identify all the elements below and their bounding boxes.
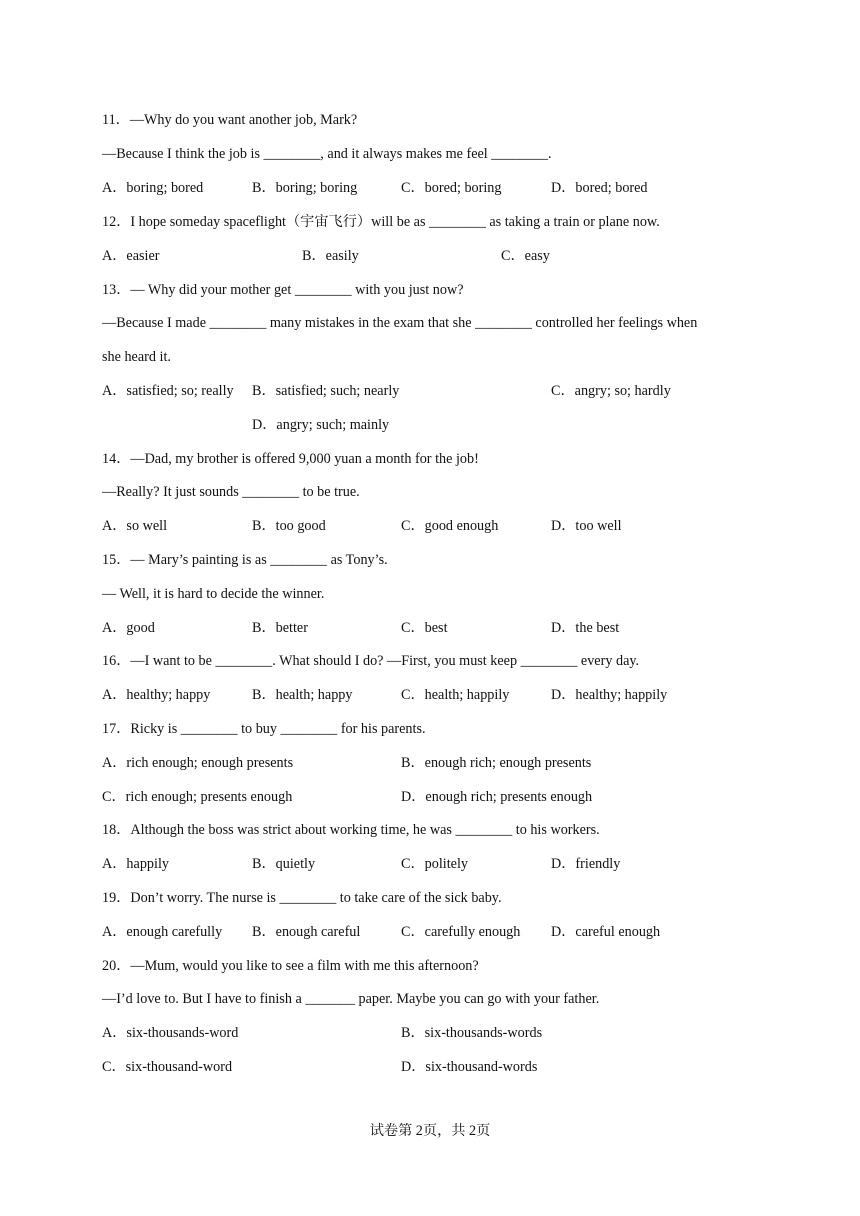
question-text: she heard it. (102, 349, 171, 365)
option-d: D．healthy; happily (551, 687, 668, 703)
option-d: D．friendly (551, 856, 621, 872)
option-c: C．rich enough; presents enough (102, 789, 293, 805)
option-a: A．happily (102, 856, 169, 872)
option-c: C．six-thousand-word (102, 1059, 233, 1075)
question-text: 19．Don’t worry. The nurse is ________ to take care of the sick baby. (102, 890, 502, 906)
option-a: A．so well (102, 518, 168, 534)
option-a: A．satisfied; so; really (102, 383, 234, 399)
option-a: A．rich enough; enough presents (102, 755, 294, 771)
question-text: —I’d love to. But I have to finish a _______ paper. Maybe you can go with your father. (102, 991, 600, 1007)
option-d: D．enough rich; presents enough (401, 789, 593, 805)
question-text: 15．— Mary’s painting is as ________ as Tony’s. (102, 552, 388, 568)
question-text: 14．—Dad, my brother is offered 9,000 yuan a month for the job! (102, 451, 479, 467)
option-a: A．easier (102, 248, 160, 264)
option-c: C．carefully enough (401, 924, 521, 940)
option-a: A．healthy; happy (102, 687, 211, 703)
option-a: A．good (102, 620, 155, 636)
option-d: D．bored; bored (551, 180, 648, 196)
option-a: A．enough carefully (102, 924, 223, 940)
option-b: B．enough careful (252, 924, 361, 940)
question-text: — Well, it is hard to decide the winner. (102, 586, 325, 602)
option-b: B．better (252, 620, 308, 636)
option-b: B．too good (252, 518, 326, 534)
option-b: B．boring; boring (252, 180, 358, 196)
option-b: B．easily (302, 248, 359, 264)
page-footer: 试卷第 2页，共 2页 (369, 1123, 491, 1139)
option-b: B．health; happy (252, 687, 353, 703)
option-b: B．quietly (252, 856, 316, 872)
option-d: D．careful enough (551, 924, 661, 940)
option-d: D．too well (551, 518, 622, 534)
option-c: C．good enough (401, 518, 499, 534)
option-a: A．boring; bored (102, 180, 204, 196)
option-b: B．satisfied; such; nearly (252, 383, 400, 399)
option-a: A．six-thousands-word (102, 1025, 239, 1041)
option-c: C．bored; boring (401, 180, 502, 196)
question-text: 13．— Why did your mother get ________ with you just now? (102, 282, 464, 298)
option-c: C．easy (501, 248, 550, 264)
question-text: 20．—Mum, would you like to see a film with me this afternoon? (102, 958, 479, 974)
option-d: D．the best (551, 620, 620, 636)
option-d: D．angry; such; mainly (252, 417, 390, 433)
question-text: 17．Ricky is ________ to buy ________ for his parents. (102, 721, 426, 737)
option-b: B．enough rich; enough presents (401, 755, 592, 771)
option-c: C．politely (401, 856, 468, 872)
question-text: 18．Although the boss was strict about working time, he was ________ to his workers. (102, 822, 600, 838)
option-c: C．health; happily (401, 687, 510, 703)
option-d: D．six-thousand-words (401, 1059, 538, 1075)
question-text: 11．—Why do you want another job, Mark? (102, 112, 358, 128)
question-text: —Because I think the job is ________, and it always makes me feel ________. (102, 146, 552, 162)
question-text: 12．I hope someday spaceflight（宇宙飞行）will be as ________ as taking a train or plane now. (102, 214, 660, 230)
option-c: C．angry; so; hardly (551, 383, 671, 399)
question-text: —Because I made ________ many mistakes in the exam that she ________ controlled her feelings when (102, 315, 698, 331)
question-text: —Really? It just sounds ________ to be true. (102, 484, 360, 500)
option-b: B．six-thousands-words (401, 1025, 543, 1041)
option-c: C．best (401, 620, 448, 636)
question-text: 16．—I want to be ________. What should I do? —First, you must keep ________ every day. (102, 653, 640, 669)
